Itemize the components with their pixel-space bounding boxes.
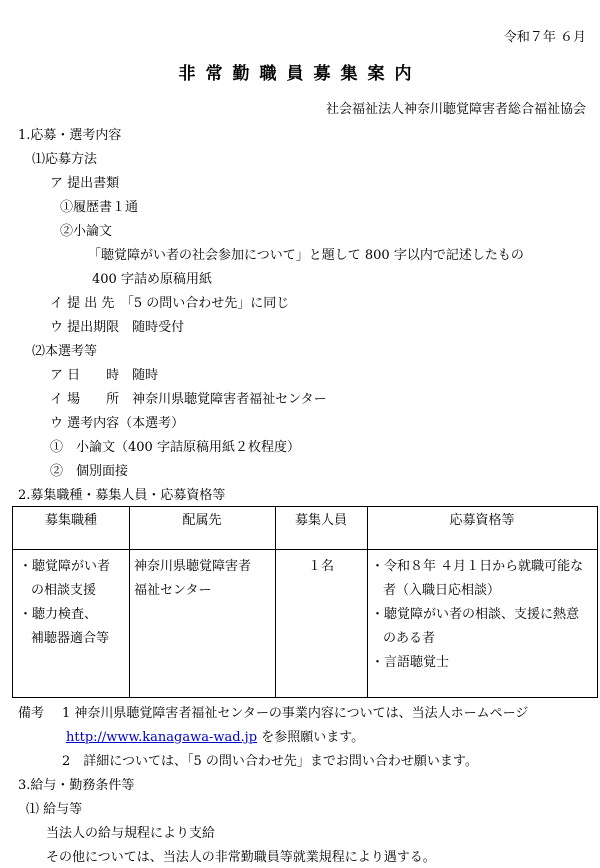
essay-paper: 400 字詰め原稿用紙 <box>92 272 212 287</box>
documents-heading: ア 提出書類 <box>50 176 120 191</box>
page-title: 非常勤職員募集案内 <box>178 64 422 84</box>
pay-line-1: 当法人の給与規程により支給 <box>46 826 216 841</box>
submission-destination: イ 提 出 先 「5 の問い合わせ先」に同じ <box>50 296 290 311</box>
job-line-1: ・聴覚障がい者 <box>19 559 111 574</box>
selection-date: ア 日 時 随時 <box>50 368 159 383</box>
note-1-link-line <box>66 730 364 746</box>
doc-essay: ②小論文 <box>60 224 113 239</box>
essay-topic: 「聴覚障がい者の社会参加について」と題して 800 字以内で記述したもの <box>88 248 524 263</box>
qual-line-5: ・言語聴覚士 <box>371 655 450 670</box>
dept-line-1: 神奈川県聴覚障害者 <box>134 559 252 574</box>
selection-place: イ 場 所 神奈川県聴覚障害者福祉センター <box>50 392 327 407</box>
header-department: 配属先 <box>182 513 222 528</box>
document-date: 令和７年 ６月 <box>503 30 586 45</box>
header-headcount: 募集人員 <box>294 513 347 528</box>
notes-label: 備考 <box>18 706 45 721</box>
header-qualifications: 応募資格等 <box>449 513 515 528</box>
job-line-4: 補聴器適合等 <box>31 631 110 646</box>
recruitment-table <box>12 506 598 698</box>
pay-heading: ⑴ 給与等 <box>26 802 83 817</box>
qual-line-3: ・聴覚障がい者の相談、支援に熱意 <box>371 607 580 622</box>
qual-line-2: 者（入職日応相談） <box>383 583 501 598</box>
selection-essay: ① 小論文（400 字詰原稿用紙２枚程度） <box>50 440 300 455</box>
header-job-type: 募集職種 <box>44 513 97 528</box>
submission-deadline: ウ 提出期限 随時受付 <box>50 320 185 335</box>
job-line-2: の相談支援 <box>31 583 97 598</box>
application-method: ⑴応募方法 <box>32 152 98 167</box>
headcount-value: １名 <box>307 559 334 574</box>
organization-name: 社会福祉法人神奈川聴覚障害者総合福祉協会 <box>325 102 586 117</box>
homepage-link[interactable]: http://www.kanagawa-wad.jp <box>66 730 258 745</box>
selection-content: ウ 選考内容（本選考） <box>50 416 185 431</box>
note-1-suffix: を参照願います。 <box>261 730 365 745</box>
section-3-heading: 3.給与・勤務条件等 <box>18 778 135 793</box>
pay-line-2: その他については、当法人の非常勤職員等就業規程により遇する。 <box>46 850 436 865</box>
selection-heading: ⑵本選考等 <box>32 344 98 359</box>
note-2: 2 詳細については、「5 の問い合わせ先」までお問い合わせ願います。 <box>62 754 478 769</box>
selection-interview: ② 個別面接 <box>50 464 129 479</box>
qual-line-4: のある者 <box>383 631 436 646</box>
note-1: 1 神奈川県聴覚障害者福祉センターの事業内容については、当法人ホームページ <box>62 706 529 721</box>
section-2-heading: 2.募集職種・募集人員・応募資格等 <box>18 488 226 503</box>
section-1-heading: 1.応募・選考内容 <box>18 128 122 143</box>
dept-line-2: 福祉センター <box>134 583 212 598</box>
qual-line-1: ・令和８年 ４月１日から就職可能な <box>371 559 584 574</box>
doc-resume: ①履歴書１通 <box>60 200 139 215</box>
job-line-3: ・聴力検査、 <box>19 607 98 622</box>
